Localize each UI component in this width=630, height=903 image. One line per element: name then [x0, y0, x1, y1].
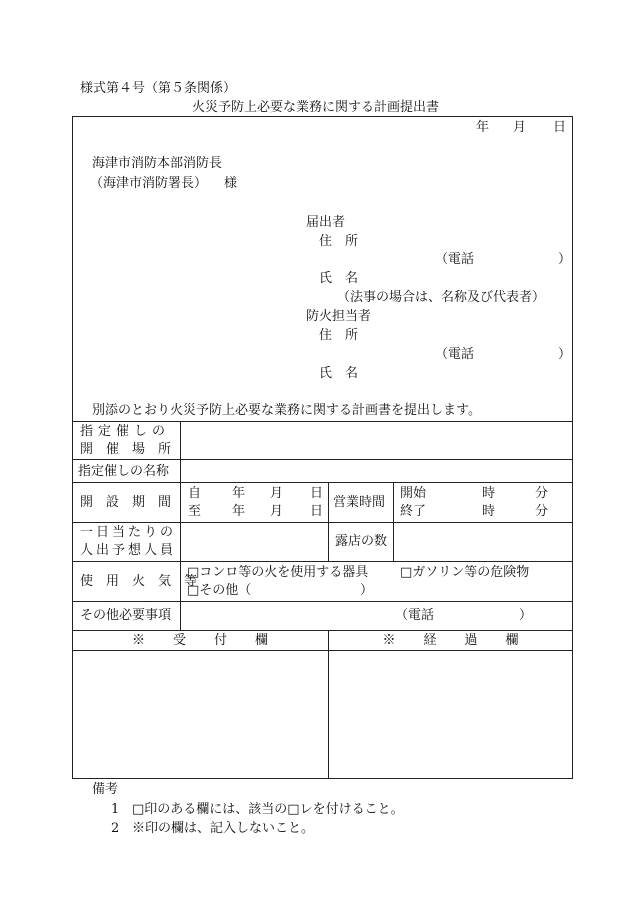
notes-title: 備考 — [92, 782, 119, 797]
submitter-address-label: 住 所 — [319, 234, 359, 249]
reception-header: ※受付欄 — [131, 633, 296, 648]
attendance-label-line1: 一日当たりの — [80, 525, 177, 540]
date-month-label: 月 — [513, 120, 527, 135]
date-day-label: 日 — [553, 120, 567, 135]
submitter-name-note: （法事の場合は、名称及び代表者） — [337, 290, 546, 305]
addressee-line2: （海津市消防署長） — [90, 176, 208, 191]
fire-use-option-other[interactable]: □その他（ — [187, 583, 252, 598]
venue-label-line2: 開 催 場 所 — [80, 442, 172, 457]
business-hours-label: 営業時間 — [333, 495, 386, 510]
attendance-field[interactable] — [182, 524, 327, 560]
form-title: 火災予防上必要な業務に関する計画提出書 — [192, 100, 440, 115]
submitter-phone-open: （電話 — [435, 252, 475, 267]
fire-use-option-other-close: ） — [360, 583, 374, 598]
other-phone-close: ） — [519, 608, 533, 623]
fire-use-option-stove[interactable]: □コンロ等の火を使用する器具 — [187, 565, 369, 580]
note-1-text: □印のある欄には、該当の□レを付けること。 — [132, 802, 404, 817]
submitter-name-label: 氏 名 — [319, 271, 359, 286]
attendance-label-line2: 人出予想人員 — [80, 543, 177, 558]
stalls-label: 露店の数 — [335, 534, 388, 549]
hours-end: 終了 — [400, 504, 427, 519]
period-to-year: 年 — [232, 504, 246, 519]
period-from-day: 日 — [310, 486, 324, 501]
fire-manager-phone-open: （電話 — [435, 347, 475, 362]
period-from-year: 年 — [232, 486, 246, 501]
submission-statement: 別添のとおり火災予防上必要な業務に関する計画書を提出します。 — [92, 403, 481, 418]
event-name-field[interactable] — [182, 461, 571, 481]
addressee-line1: 海津市消防本部消防長 — [92, 156, 223, 171]
event-name-label: 指定催しの名称 — [78, 464, 170, 479]
fire-manager-name-label: 氏 名 — [319, 366, 359, 381]
period-label: 開 設 期 間 — [80, 495, 172, 510]
form-number: 様式第４号（第５条関係） — [80, 81, 237, 96]
progress-header: ※経過欄 — [382, 633, 547, 648]
hours-end-hour: 時 — [482, 504, 496, 519]
hours-start-hour: 時 — [482, 486, 496, 501]
period-from-month: 月 — [270, 486, 284, 501]
period-to-day: 日 — [310, 504, 324, 519]
note-1-number: 1 — [111, 802, 120, 817]
hours-start: 開始 — [400, 486, 427, 501]
hours-start-minute: 分 — [535, 486, 549, 501]
venue-label-line1: 指定催しの — [80, 424, 171, 439]
note-2-number: 2 — [111, 821, 120, 836]
hours-end-minute: 分 — [535, 504, 549, 519]
addressee-honorific: 様 — [224, 176, 238, 191]
submitter-label: 届出者 — [306, 215, 346, 230]
period-to-month: 月 — [270, 504, 284, 519]
submitter-phone-close: ） — [558, 252, 572, 267]
other-phone-open: （電話 — [395, 608, 435, 623]
period-from: 自 — [188, 486, 202, 501]
venue-field[interactable] — [182, 423, 571, 458]
fire-manager-address-label: 住 所 — [319, 328, 359, 343]
date-year-label: 年 — [476, 120, 490, 135]
other-label: その他必要事項 — [80, 608, 172, 623]
fire-use-option-gasoline[interactable]: □ガソリン等の危険物 — [400, 565, 530, 580]
stalls-field[interactable] — [395, 524, 571, 560]
fire-use-label: 使 用 火 気 等 — [80, 574, 198, 589]
period-to: 至 — [188, 504, 202, 519]
fire-manager-phone-close: ） — [558, 347, 572, 362]
note-2-text: ※印の欄は、記入しないこと。 — [132, 821, 315, 836]
fire-manager-label: 防火担当者 — [306, 309, 372, 324]
